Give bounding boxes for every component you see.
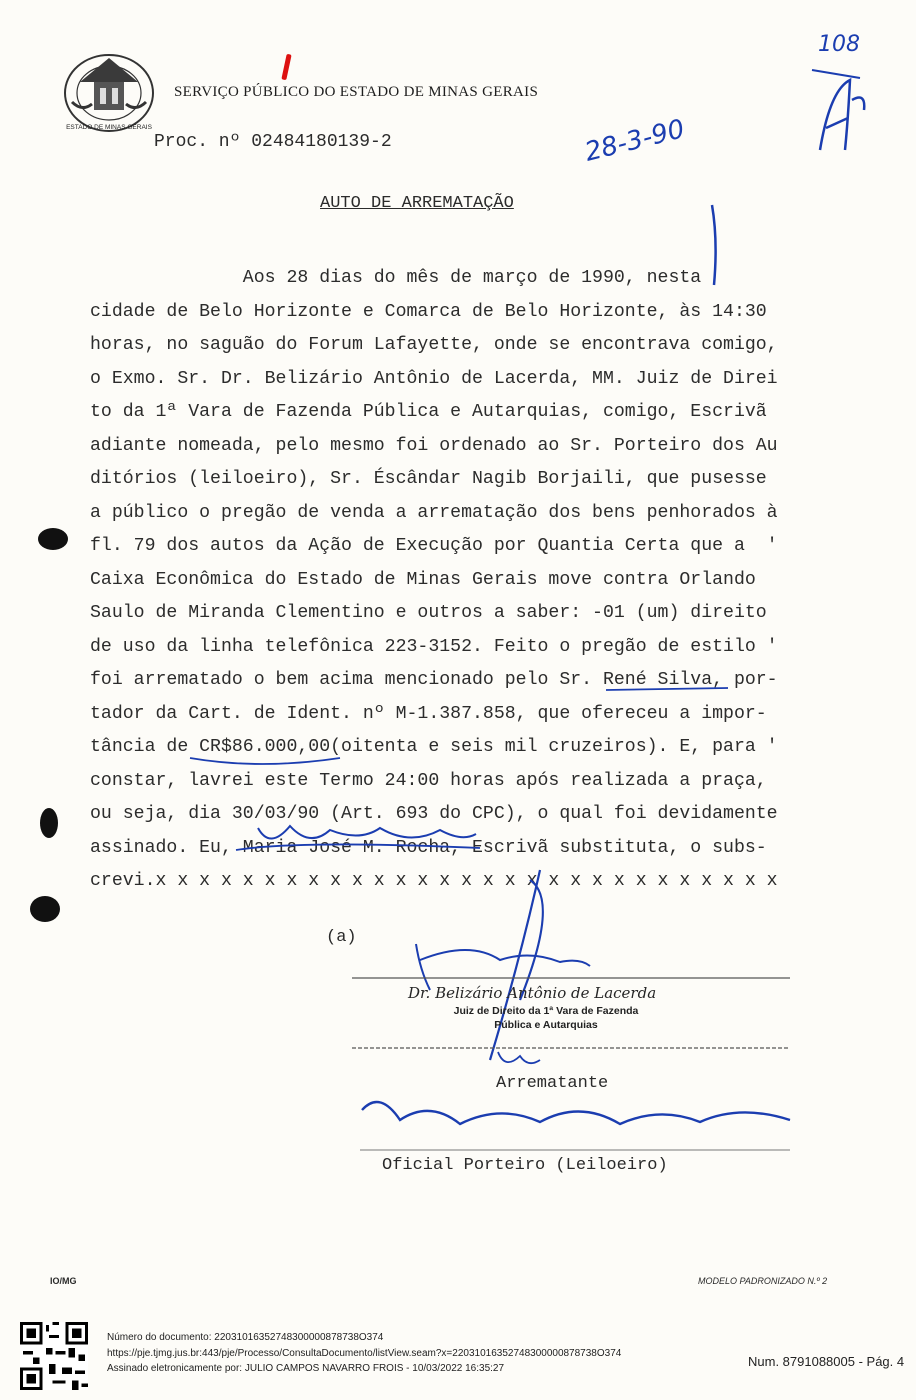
body-line: tador da Cart. de Ident. nº M-1.387.858, que ofereceu a impor-: [90, 703, 767, 724]
signed-by: Assinado eletronicamente por: JULIO CAMPOS NAVARRO FROIS - 10/03/2022 16:35:27: [107, 1363, 505, 1374]
body-line: Caixa Econômica do Estado de Minas Gerais move contra Orlando: [90, 569, 756, 590]
ink-blot: [40, 808, 58, 838]
body-line: foi arrematado o bem acima mencionado pelo Sr. René Silva, por-: [90, 670, 778, 690]
model-code: MODELO PADRONIZADO N.º 2: [698, 1276, 828, 1286]
body-line: horas, no saguão do Forum Lafayette, onde se encontrava comigo,: [90, 335, 778, 355]
body-line: crevi.x x x x x x x x x x x x x x x x x x x x x x x x x x x x x: [90, 871, 778, 891]
oficial-porteiro-label: Oficial Porteiro (Leiloeiro): [382, 1156, 668, 1175]
document-url[interactable]: https://pje.tjmg.jus.br:443/pje/Processo/ConsultaDocumento/listView.seam?x=22031016352748300000878738O374: [107, 1347, 622, 1359]
document-number: Número do documento: 22031016352748300000878738O374: [107, 1332, 384, 1343]
body-line: ou seja, dia 30/03/90 (Art. 693 do CPC), o qual foi devidamente: [90, 804, 778, 824]
judge-title-line-2: Pública e Autarquias: [494, 1019, 598, 1031]
body-line: ditórios (leiloeiro), Sr. Éscândar Nagib Borjaili, que pusesse: [90, 469, 767, 489]
body-line: assinado. Eu, Maria José M. Rocha, Escrivã substituta, o subs-: [90, 837, 767, 858]
body-line: adiante nomeada, pelo mesmo foi ordenado ao Sr. Porteiro dos Au: [90, 435, 778, 456]
agency-header: SERVIÇO PÚBLICO DO ESTADO DE MINAS GERAIS: [174, 84, 539, 100]
body-line: o Exmo. Sr. Dr. Belizário Antônio de Lacerda, MM. Juiz de Direi: [90, 368, 778, 389]
body-line: to da 1ª Vara de Fazenda Pública e Autarquias, comigo, Escrivã: [90, 402, 767, 422]
signature-a-label: (a): [326, 928, 357, 947]
body-line: Aos 28 dias do mês de março de 1990, nesta: [90, 268, 702, 288]
judge-title-line-1: Juiz de Direito da 1ª Vara de Fazenda: [453, 1005, 639, 1017]
form-code: IO/MG: [50, 1276, 77, 1286]
body-line: a público o pregão de venda a arrematação dos bens penhorados à: [90, 502, 778, 523]
body-line: tância de CR$86.000,00(oitenta e seis mil cruzeiros). E, para ': [90, 737, 778, 757]
body-line: fl. 79 dos autos da Ação de Execução por Quantia Certa que a ': [90, 536, 778, 556]
qr-code-icon: [20, 1322, 88, 1390]
arrematante-label: Arrematante: [496, 1074, 609, 1093]
handwritten-folio-number: 108: [818, 32, 860, 57]
body-line: de uso da linha telefônica 223-3152. Feito o pregão de estilo ': [90, 636, 778, 657]
process-number: Proc. nº 02484180139-2: [154, 132, 392, 152]
seal-text: ESTADO DE MINAS GERAIS: [66, 124, 152, 131]
body-line: Saulo de Miranda Clementino e outros a saber: -01 (um) direito: [90, 603, 767, 623]
judge-name: Dr. Belizário Antônio de Lacerda: [408, 984, 657, 1002]
body-line: constar, lavrei este Termo 24:00 horas após realizada a praça,: [90, 770, 767, 791]
electronic-signature-info: [107, 1330, 621, 1377]
page-number: Num. 8791088005 - Pág. 4: [748, 1354, 905, 1369]
body-line: cidade de Belo Horizonte e Comarca de Belo Horizonte, às 14:30: [90, 301, 767, 322]
ink-blot: [30, 896, 60, 922]
red-mark: [281, 54, 291, 80]
document-title: AUTO DE ARREMATAÇÃO: [320, 194, 514, 213]
state-seal-icon: [62, 52, 156, 134]
judge-title: [436, 1004, 656, 1032]
handwritten-date: 28-3-90: [581, 114, 688, 168]
ink-blot: [38, 528, 68, 550]
document-body: [90, 262, 810, 899]
